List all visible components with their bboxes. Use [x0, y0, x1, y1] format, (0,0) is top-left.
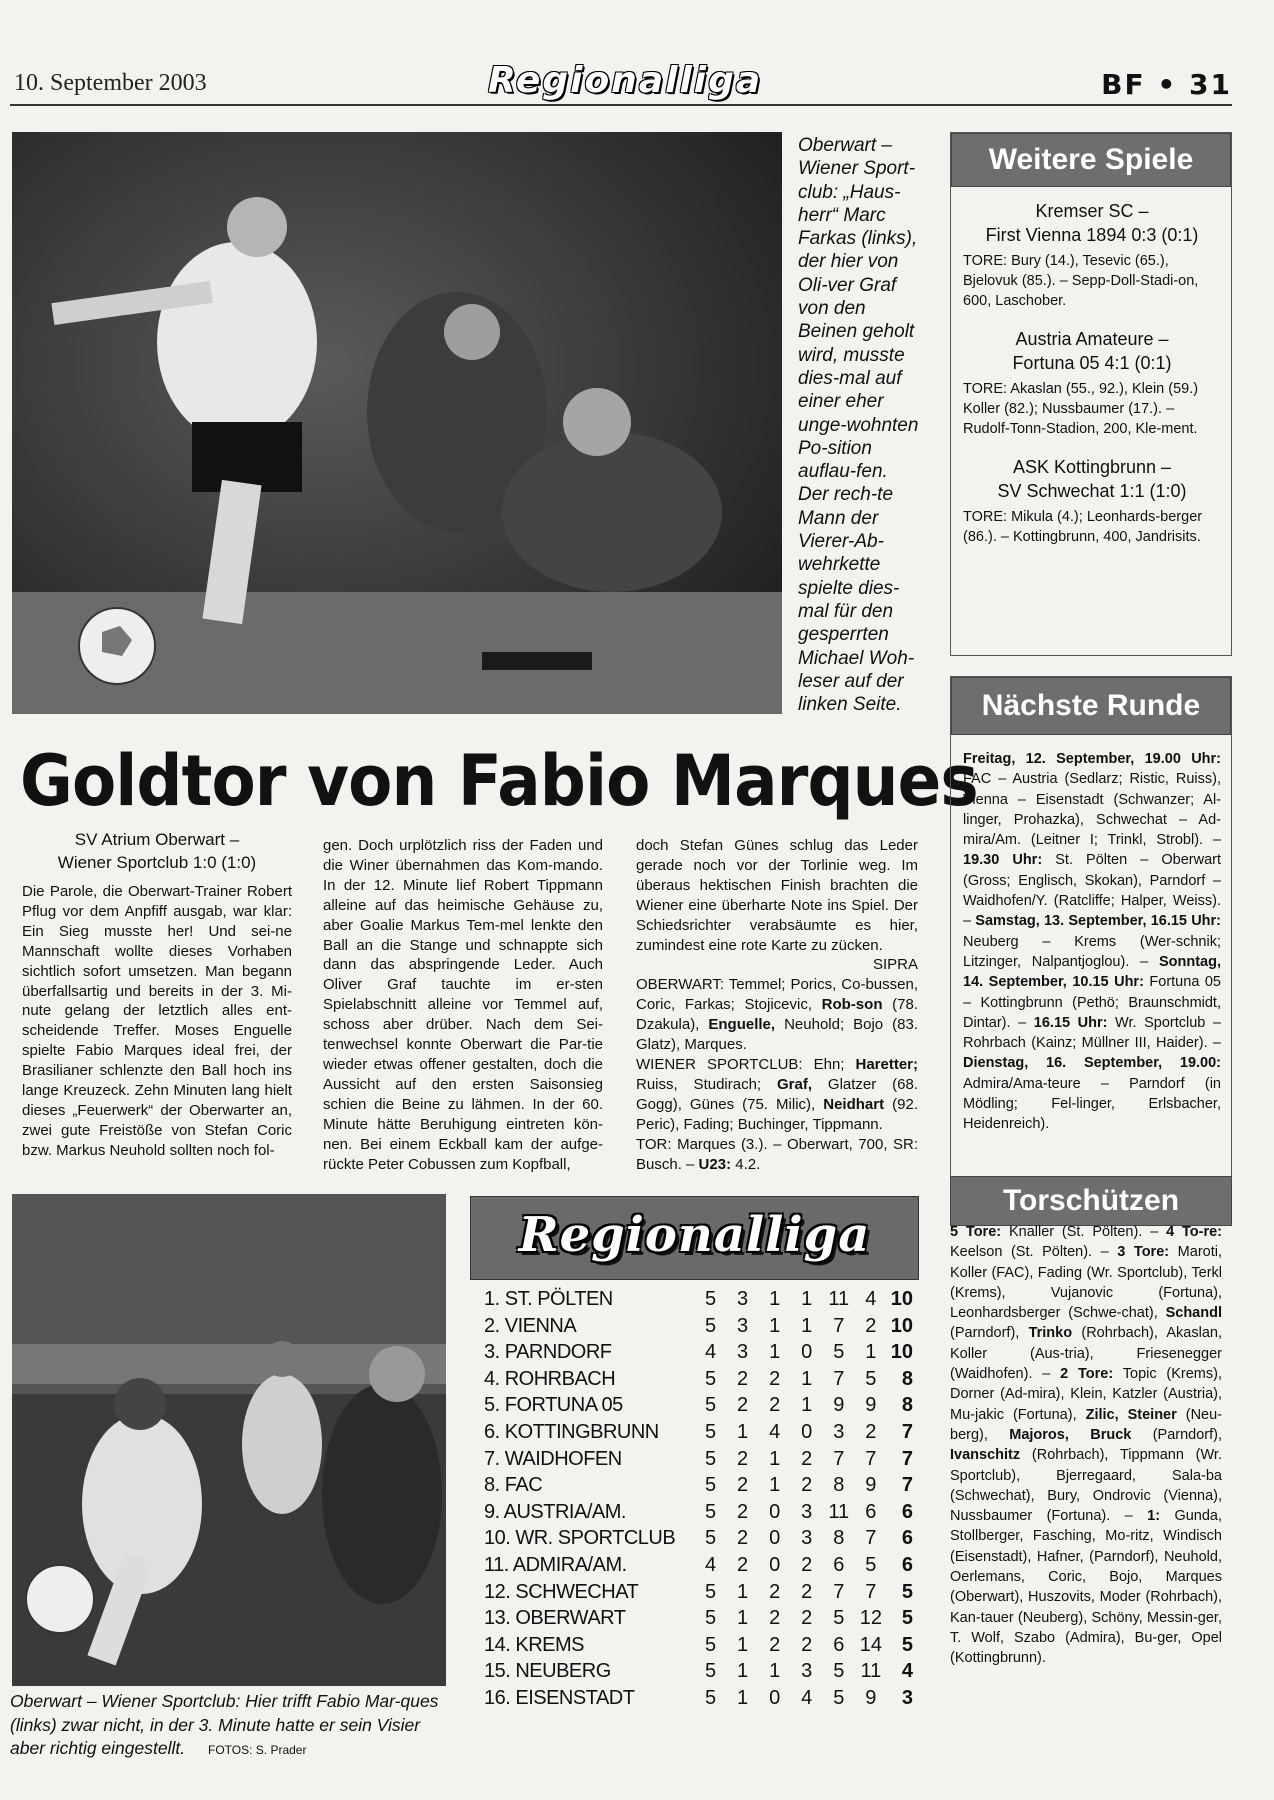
table-cell-points: 7 [901, 1447, 913, 1470]
round-date-1: Freitag, 12. September, 19.00 Uhr: [963, 751, 1221, 767]
table-cell-lost: 0 [801, 1341, 813, 1364]
table-row [470, 1419, 917, 1446]
table-cell-played: 5 [704, 1314, 717, 1337]
table-cell-team: 16. EISENSTADT [484, 1686, 635, 1709]
lineup-ow-text-2: (78. Dzakula), [636, 996, 918, 1034]
header-rule [10, 104, 1232, 106]
table-cell-won: 3 [737, 1341, 749, 1364]
table-row [470, 1392, 917, 1419]
scorers-3-bold-b: Trinko [1028, 1325, 1073, 1342]
table-cell-team: 11. ADMIRA/AM. [484, 1553, 627, 1576]
table-cell-played: 5 [704, 1527, 717, 1550]
table-cell-won: 1 [737, 1660, 749, 1683]
table-cell-drawn: 0 [769, 1553, 781, 1576]
table-row [470, 1446, 917, 1473]
table-cell-team: 10. WR. SPORTCLUB [484, 1527, 676, 1550]
table-cell-points: 7 [901, 1474, 913, 1497]
lineup-ws-bold-1: Haretter; [855, 1055, 919, 1073]
scorers-1-label: 1: [1147, 1508, 1161, 1525]
lineup-ws-label: WIENER SPORTCLUB: [636, 1055, 803, 1073]
scorers-2-bold-c: Ivanschitz [950, 1447, 1021, 1464]
section-title: Regionalliga [488, 60, 763, 101]
table-cell-team: 13. OBERWART [484, 1607, 626, 1630]
table-cell-goals-for: 7 [833, 1367, 845, 1390]
table-cell-goals-for: 3 [833, 1420, 845, 1443]
scorers-2a: Topic (Krems), Dorner (Ad-mira), Klein, Katzler (Austria), Mu-jakic (Fortuna), [950, 1366, 1222, 1423]
table-row [470, 1339, 917, 1366]
game-2-tore-label: TORE: [963, 381, 1008, 397]
table-row [470, 1579, 917, 1606]
table-cell-won: 2 [737, 1500, 749, 1523]
tor-label: TOR: [636, 1135, 672, 1153]
round-date-2: 19.30 Uhr: [963, 852, 1043, 869]
lineup-ow-label: OBERWART: [636, 976, 725, 994]
table-cell-goals-against: 7 [865, 1527, 877, 1550]
game-3-tore: Mikula (4.); Leonhards-berger (86.). – Kottingbrunn, 400, Jandrisits. [963, 509, 1203, 545]
table-cell-played: 5 [704, 1367, 717, 1390]
scorers-2-bold-b: Majoros, Bruck [1009, 1426, 1132, 1443]
issue-date: 10. September 2003 [14, 70, 207, 96]
table-cell-played: 5 [704, 1660, 717, 1683]
headline: Goldtor von Fabio Marques [20, 740, 978, 822]
game-1-score: 0:3 (0:1) [1131, 225, 1199, 245]
table-cell-lost: 2 [801, 1474, 813, 1497]
scorers-3a: Maroti, Koller (FAC), Fading (Wr. Sportclub), Terkl (Krems), Vujanovic (Fortuna), Leonhardsberger (Schwe-chat), [950, 1244, 1222, 1322]
lineup-ws-bold-2: Graf, [777, 1075, 813, 1093]
table-cell-drawn: 0 [769, 1686, 781, 1709]
scorers-2-label: 2 Tore: [1060, 1366, 1114, 1383]
lineup-ws-text: Ehn; [813, 1055, 845, 1073]
table-row [470, 1605, 917, 1632]
table-cell-played: 5 [704, 1686, 717, 1709]
table-cell-goals-for: 7 [833, 1580, 845, 1603]
table-cell-lost: 3 [801, 1527, 813, 1550]
article-col-3 [636, 836, 918, 1174]
table-cell-drawn: 1 [769, 1447, 781, 1470]
torschuetzen-title: Torschützen [950, 1176, 1232, 1226]
scorers-5: Knaller (St. Pölten). – [1008, 1224, 1159, 1240]
table-cell-goals-against: 6 [865, 1500, 877, 1523]
table-cell-points: 6 [901, 1553, 913, 1576]
league-table-title: Regionalliga [518, 1207, 871, 1263]
table-cell-played: 5 [704, 1288, 717, 1310]
table-cell-lost: 2 [801, 1607, 813, 1630]
game-2-header [963, 327, 1221, 375]
table-cell-points: 5 [901, 1633, 913, 1656]
article-text-1: Die Parole, die Oberwart-Trainer Robert Pflug vor dem Anpfiff ausgab, war klar: Ein Sieg musste her! Und sei-ne Mannschaft wollte dieses Vorhaben sichtlich sofort umsetzen. Man begann überfallsartig und bereits in der 3. Mi-nute gelang der letztlich alles ent-scheidende Treffer. Moses Enguelle spielte Fabio Marques ideal frei, der Brasilianer schlenzte den Ball hoch ins lange Kreuzeck. Zehn Minuten lang hielt dieses „Feuerwerk“ der Oberwarter an, zwei gute Freistöße von Stefan Coric bzw. Markus Neuhold sollten noch fol- [22, 883, 292, 1159]
table-cell-goals-against: 7 [865, 1580, 877, 1603]
table-cell-team: 2. VIENNA [484, 1314, 577, 1337]
table-row [470, 1286, 917, 1313]
table-cell-won: 2 [737, 1447, 749, 1470]
table-cell-goals-against: 2 [865, 1314, 877, 1337]
lineup-wiener-sportclub [636, 1055, 918, 1135]
table-cell-goals-against: 9 [865, 1474, 877, 1497]
naechste-runde-text [951, 735, 1231, 1135]
article-author: SIPRA [872, 956, 918, 974]
lineup-ow-bold-1: Rob-son [821, 996, 883, 1014]
table-cell-goals-against: 5 [865, 1553, 877, 1576]
table-cell-won: 3 [737, 1314, 749, 1337]
game-3-details [963, 507, 1221, 547]
table-row [470, 1366, 917, 1393]
u23-text: 4.2. [735, 1155, 761, 1173]
page-number: BF • 31 [1101, 68, 1232, 101]
table-cell-goals-for: 8 [833, 1474, 845, 1497]
game-1-team1: Kremser SC – [1035, 201, 1149, 221]
game-3-tore-label: TORE: [963, 509, 1008, 525]
game-1-team2: First Vienna 1894 [985, 225, 1127, 245]
table-cell-won: 1 [737, 1580, 749, 1603]
table-cell-goals-for: 7 [833, 1447, 845, 1470]
table-cell-goals-for: 5 [833, 1660, 845, 1683]
table-cell-goals-for: 11 [828, 1500, 850, 1523]
scorers-3b: (Parndorf), [950, 1325, 1020, 1342]
table-cell-won: 1 [737, 1420, 749, 1443]
lineup-ow-bold-2: Enguelle, [708, 1016, 776, 1034]
match-title-line-1: SV Atrium Oberwart – [74, 830, 240, 849]
table-cell-played: 5 [704, 1420, 717, 1443]
table-cell-drawn: 2 [769, 1580, 781, 1603]
table-cell-drawn: 1 [769, 1341, 781, 1364]
game-3-team1: ASK Kottingbrunn – [1012, 457, 1172, 477]
table-cell-lost: 0 [801, 1420, 813, 1443]
u23-label: U23: [698, 1155, 732, 1173]
table-cell-points: 8 [901, 1367, 913, 1390]
table-cell-played: 5 [704, 1633, 717, 1656]
table-cell-goals-for: 8 [833, 1527, 845, 1550]
table-cell-points: 10 [890, 1314, 913, 1337]
table-cell-team: 3. PARNDORF [484, 1341, 612, 1364]
table-cell-goals-against: 5 [865, 1367, 877, 1390]
table-cell-played: 4 [704, 1553, 717, 1576]
article-text-3: doch Stefan Günes schlug das Leder gerade noch vor der Torlinie weg. Im überaus hektischen Finish brachten die Wiener eine überharte Note ins Spiel. Der Schiedsrichter verabsäumte es hier, zumindest eine rote Karte zu zücken. [636, 837, 918, 954]
game-3-score: 1:1 (1:0) [1119, 481, 1187, 501]
table-cell-played: 4 [704, 1341, 717, 1364]
table-cell-goals-against: 1 [865, 1341, 877, 1364]
main-photo [12, 132, 782, 714]
table-cell-lost: 4 [801, 1686, 813, 1709]
table-cell-points: 8 [901, 1394, 913, 1417]
naechste-runde-box [950, 676, 1232, 1184]
table-cell-won: 3 [737, 1288, 749, 1310]
table-cell-team: 1. ST. PÖLTEN [484, 1288, 613, 1310]
round-date-6: Dienstag, 16. September, 19.00: [963, 1055, 1221, 1072]
table-cell-goals-for: 11 [828, 1288, 850, 1310]
table-cell-lost: 1 [801, 1288, 813, 1310]
article-col-1 [22, 828, 292, 1161]
table-cell-goals-for: 9 [833, 1394, 845, 1417]
main-photo-caption: Oberwart – Wiener Sport-club: „Haus-herr“ Marc Farkas (links), der hier von Oli-ver Graf von den Beinen geholt wird, musste dies-mal auf einer eher unge-wohnten Po-sition auflau-fen. Der rech-te Mann der Vierer-Ab-wehrkette spielte dies-mal für den gesperrten Michael Woh-leser auf der linken Seite. [798, 135, 919, 716]
table-cell-goals-for: 5 [833, 1607, 845, 1630]
table-cell-goals-for: 6 [833, 1633, 845, 1656]
game-1-header [963, 199, 1221, 247]
game-3-team2: SV Schwechat [997, 481, 1115, 501]
table-cell-won: 2 [737, 1527, 749, 1550]
scorers-2b: (Neu-berg), [950, 1406, 1223, 1443]
table-cell-drawn: 0 [769, 1500, 781, 1523]
table-cell-points: 7 [901, 1420, 913, 1443]
round-text-6: Admira/Ama-teure – Parndorf (in Mödling; Fel-linger, Erlsbacher, Heidenreich). [963, 1075, 1221, 1133]
table-cell-drawn: 1 [769, 1660, 781, 1683]
table-cell-drawn: 2 [769, 1633, 781, 1656]
table-cell-won: 2 [737, 1553, 749, 1576]
game-3-header [963, 455, 1221, 503]
table-cell-goals-for: 7 [833, 1314, 845, 1337]
table-row [470, 1472, 917, 1499]
table-cell-drawn: 4 [769, 1420, 781, 1443]
lineup-ws-text-4: (92. Peric), Fading; Buchinger, Tippmann. [636, 1095, 918, 1133]
table-cell-played: 5 [704, 1447, 717, 1470]
scorers-1: Gunda, Stollberger, Fasching, Mo-ritz, Windisch (Eisenstadt), Hafner, (Parndorf), Neuhold, Oerlemans, Coric, Bojo, Marques (Oberwart), Huszovits, Moder (Rohrbach), Kan-tauer (Neuberg), Schöny, Messin-ger, T. Wolf, Szabo (Admira), Bu-ger, Opel (Kottingbrunn). [950, 1508, 1223, 1667]
table-row [470, 1313, 917, 1340]
lineup-ws-text-2: Ruiss, Studirach; [636, 1075, 762, 1093]
table-cell-won: 2 [737, 1474, 749, 1497]
second-photo-caption: Oberwart – Wiener Sportclub: Hier trifft Fabio Mar-ques (links) zwar nicht, in der 3. Minute hatte er sein Visier aber richtig eingestellt. [10, 1691, 439, 1758]
table-cell-points: 10 [890, 1288, 913, 1310]
scorers-2-bold-a: Zilic, Steiner [1085, 1406, 1177, 1423]
table-cell-team: 7. WAIDHOFEN [484, 1447, 622, 1470]
table-row [470, 1499, 917, 1526]
round-date-3: Samstag, 13. September, 16.15 Uhr: [975, 913, 1222, 930]
table-cell-lost: 2 [801, 1580, 813, 1603]
round-text-5: Wr. Sportclub – Rohrbach (Kainz; Müllner III, Haider). – [963, 1014, 1222, 1052]
tor-text: Marques (3.). – Oberwart, 700, SR: Busch. – [636, 1135, 919, 1173]
goals-line [636, 1135, 918, 1175]
table-row [470, 1685, 917, 1712]
table-cell-lost: 3 [801, 1500, 813, 1523]
table-cell-lost: 1 [801, 1394, 813, 1417]
table-cell-won: 1 [737, 1686, 749, 1709]
lineup-ow-text-3: Neuhold; Bojo (83. Glatz), Marques. [636, 1016, 919, 1054]
table-cell-team: 5. FORTUNA 05 [484, 1394, 623, 1417]
table-cell-points: 5 [901, 1607, 913, 1630]
table-cell-lost: 2 [801, 1447, 813, 1470]
table-row [470, 1552, 917, 1579]
second-photo [12, 1194, 446, 1686]
table-cell-points: 4 [901, 1660, 913, 1683]
table-cell-lost: 2 [801, 1633, 813, 1656]
table-cell-played: 5 [704, 1474, 717, 1497]
torschuetzen-text [950, 1222, 1222, 1669]
table-cell-points: 6 [901, 1500, 913, 1523]
table-cell-team: 12. SCHWECHAT [484, 1580, 639, 1603]
table-cell-goals-for: 6 [833, 1553, 845, 1576]
game-1-details [963, 251, 1221, 311]
table-cell-lost: 2 [801, 1553, 813, 1576]
weitere-spiele-box [950, 132, 1232, 656]
scorers-4-label: 4 To-re: [1166, 1224, 1222, 1240]
table-row [470, 1658, 917, 1685]
match-title-line-2: Wiener Sportclub 1:0 (1:0) [57, 853, 257, 872]
table-cell-team: 4. ROHRBACH [484, 1367, 616, 1390]
table-row [470, 1525, 917, 1552]
table-cell-drawn: 0 [769, 1527, 781, 1550]
game-1-tore: Bury (14.), Tesevic (65.), Bjelovuk (85.). – Sepp-Doll-Stadi-on, 600, Laschober. [963, 253, 1199, 309]
scorers-2d: (Rohrbach), Tippmann (Wr. Sportclub), Bjerregaard, Sala-ba (Schwechat), Bury, Ondrovic (Vienna), Nussbaumer (Fortuna). – [950, 1447, 1222, 1525]
lineup-ws-text-3: Glatzer (68. Gogg), Günes (75. Milic), [636, 1075, 918, 1113]
table-cell-drawn: 1 [769, 1288, 781, 1310]
round-text-4: Fortuna 05 – Kottingbrunn (Pethö; Braunschmidt, Dintar). – [963, 974, 1222, 1031]
round-text-2: St. Pölten – Oberwart (Gross; Englisch, Skokan), Parndorf – Waidhofen/Y. (Ratcliffe; Halper, Weiss). – [963, 852, 1222, 930]
lineup-ws-bold-3: Neidhart [823, 1095, 885, 1113]
table-cell-points: 5 [901, 1580, 913, 1603]
scorers-3c: (Rohrbach), Akaslan, Koller (Aus-tria), Friesenegger (Waidhofen). – [950, 1325, 1222, 1383]
table-cell-team: 9. AUSTRIA/AM. [484, 1500, 626, 1523]
round-text-3: Neuberg – Krems (Wer-schnik; Litzinger, Nalpantjoglou). – [963, 933, 1221, 970]
table-cell-drawn: 2 [769, 1394, 781, 1417]
table-cell-won: 1 [737, 1607, 749, 1630]
lineup-oberwart [636, 975, 918, 1055]
table-cell-lost: 1 [801, 1314, 813, 1337]
table-cell-points: 10 [890, 1341, 913, 1364]
table-cell-drawn: 1 [769, 1474, 781, 1497]
table-cell-won: 1 [737, 1633, 749, 1656]
table-cell-goals-for: 5 [833, 1686, 845, 1709]
table-cell-won: 2 [737, 1394, 749, 1417]
table-cell-goals-for: 5 [833, 1341, 845, 1364]
naechste-runde-title: Nächste Runde [951, 677, 1231, 735]
game-2-team2: Fortuna 05 [1012, 353, 1100, 373]
table-cell-played: 5 [704, 1580, 717, 1603]
table-cell-points: 6 [901, 1527, 913, 1550]
table-cell-team: 8. FAC [484, 1474, 543, 1497]
photo-credit: FOTOS: S. Prader [207, 1743, 307, 1757]
round-text-1: FAC – Austria (Sedlarz; Ristic, Ruiss), Vienna – Eisenstadt (Schwanzer; Al-linger, Prohazka), Schwechat – Ad-mira/Am. (Leitner I; Trinkl, Strobl). – [963, 771, 1221, 849]
scorers-4: Keelson (St. Pölten). – [950, 1244, 1109, 1261]
round-date-4: Sonntag, 14. September, 10.15 Uhr: [963, 953, 1221, 991]
league-table-banner [470, 1196, 919, 1280]
table-cell-goals-against: 9 [865, 1394, 877, 1417]
table-cell-goals-against: 7 [865, 1447, 877, 1470]
league-table [470, 1286, 917, 1712]
table-cell-goals-against: 2 [865, 1420, 877, 1443]
round-date-5: 16.15 Uhr: [1033, 1014, 1108, 1031]
table-row [470, 1632, 917, 1659]
game-2-score: 4:1 (0:1) [1104, 353, 1172, 373]
scorers-3-label: 3 Tore: [1117, 1244, 1170, 1261]
scorers-5-label: 5 Tore: [950, 1224, 1002, 1240]
table-cell-team: 14. KREMS [484, 1633, 584, 1656]
scorers-3-bold-a: Schandl [1165, 1305, 1222, 1322]
table-cell-played: 5 [704, 1500, 717, 1523]
scorers-2c: (Parndorf), [1152, 1426, 1222, 1443]
game-2-team1: Austria Amateure – [1015, 329, 1169, 349]
table-cell-drawn: 2 [769, 1367, 781, 1390]
table-cell-points: 3 [901, 1686, 913, 1709]
table-cell-team: 6. KOTTINGBRUNN [484, 1420, 659, 1443]
table-cell-team: 15. NEUBERG [484, 1660, 611, 1683]
table-cell-drawn: 2 [769, 1607, 781, 1630]
article-text-2: gen. Doch urplötzlich riss der Faden und die Winer übernahmen das Kom-mando. In der 12. Minute lief Robert Tippmann alleine auf das heimische Gehäuse zu, aber Goalie Markus Tem-mel lenkte den Ball an die Stange und schnappte sich dann das abspringende Leder. Auch Oliver Graf tauchte im er-sten Spielabschnitt alleine vor Temmel auf, schoss aber drüber. Nach dem Sei-tenwechsel konnte Oberwart die Par-tie wieder etwas offener gestalten, doch die Aussicht auf den ersten Saisonsieg schien die Beine zu lähmen. In der 60. Minute hätte Beruhigung eintreten kön-nen. Bei einem Eckball kam der aufge-rückte Peter Cobussen zum Kopfball, [323, 837, 603, 1173]
table-cell-goals-against: 4 [865, 1288, 877, 1310]
table-cell-goals-against: 12 [859, 1607, 882, 1630]
table-cell-goals-against: 9 [865, 1686, 877, 1709]
table-cell-won: 2 [737, 1367, 749, 1390]
table-cell-played: 5 [704, 1394, 717, 1417]
table-cell-goals-against: 14 [859, 1633, 882, 1656]
weitere-spiele-title: Weitere Spiele [951, 133, 1231, 187]
table-cell-lost: 3 [801, 1660, 813, 1683]
table-cell-drawn: 1 [769, 1314, 781, 1337]
table-cell-played: 5 [704, 1607, 717, 1630]
game-2-details [963, 379, 1221, 439]
lineup-ow-text: Temmel; Porics, Co-bussen, Coric, Farkas; Stojicevic, [636, 976, 918, 1014]
game-1-tore-label: TORE: [963, 253, 1008, 269]
table-cell-lost: 1 [801, 1367, 813, 1390]
game-2-tore: Akaslan (55., 92.), Klein (59.) Koller (82.); Nussbaumer (17.). – Rudolf-Tonn-Stadion, 200, Kle-ment. [963, 381, 1199, 437]
table-cell-goals-against: 11 [860, 1660, 882, 1683]
second-photo-caption-block [10, 1690, 450, 1763]
